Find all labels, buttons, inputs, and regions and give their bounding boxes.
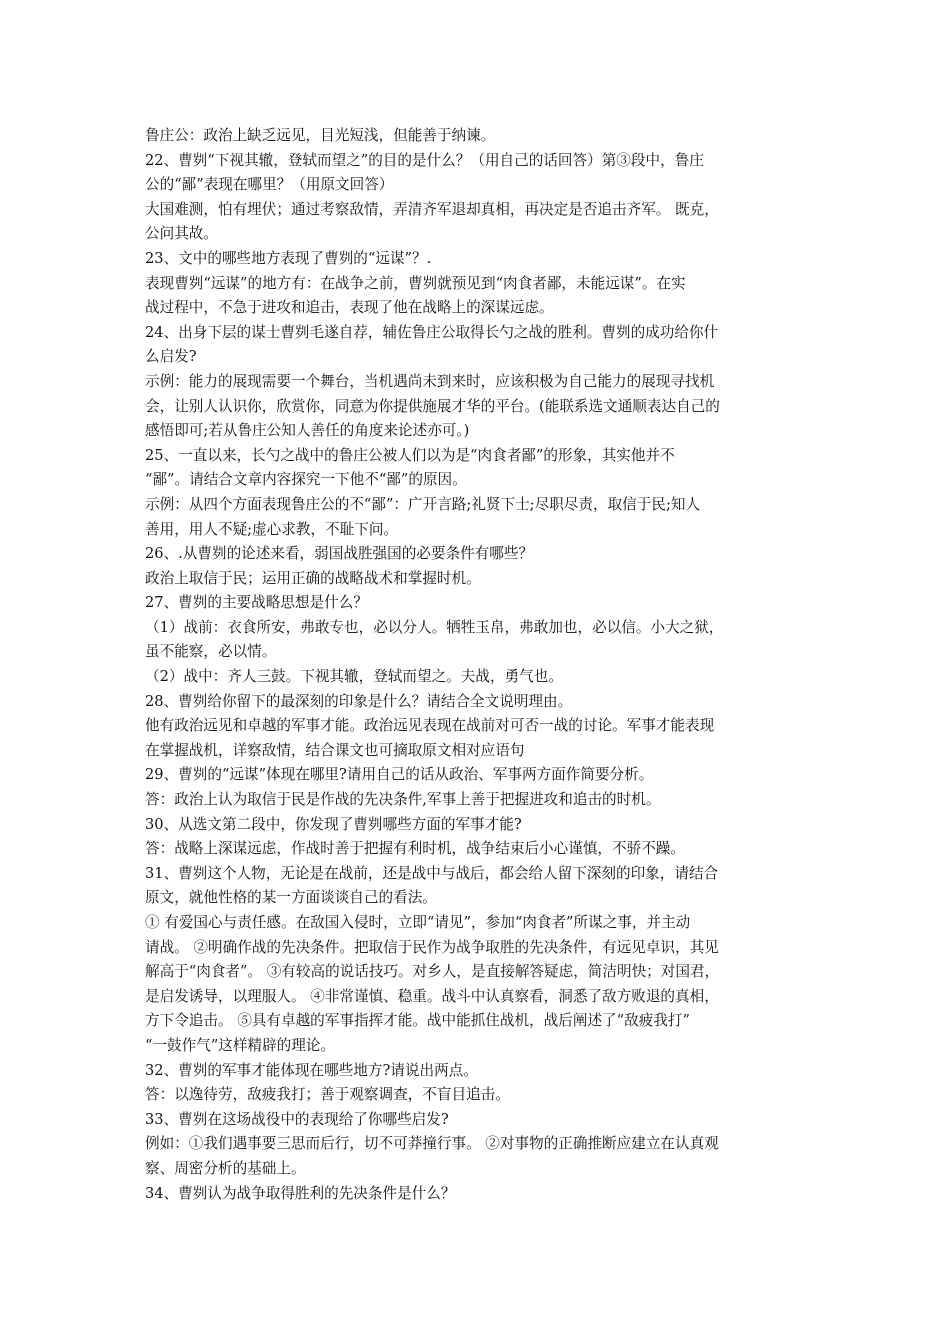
text-line: 解高于“肉食者”。 ③有较高的说话技巧。对乡人，是直接解答疑虑，简洁明快；对国君， [145,963,720,981]
text-line: 虽不能察，必以情。 [145,643,277,661]
text-line: 感悟即可;若从鲁庄公知人善任的角度来论述亦可。) [145,422,470,440]
text-line: 答：战略上深谋远虑，作战时善于把握有利时机，战争结束后小心谨慎，不骄不躁。 [145,840,685,858]
text-line: 请战。 ②明确作战的先决条件。把取信于民作为战争取胜的先决条件，有远见卓识，其见 [145,938,719,956]
text-line: 示例：能力的展现需要一个舞台，当机遇尚未到来时，应该积极为自己能力的展现寻找机 [145,372,715,390]
text-line: “鄙”。请结合文章内容探究一下他不“鄙”的原因。 [145,471,467,489]
text-line: 28、曹刿给你留下的最深刻的印象是什么？请结合全文说明理由。 [145,692,573,710]
text-line: 31、曹刿这个人物，无论是在战前，还是战中与战后，都会给人留下深刻的印象，请结合 [145,864,719,882]
text-line: 26、.从曹刿的论述来看，弱国战胜强国的必要条件有哪些？ [145,545,534,563]
text-line: 鲁庄公：政治上缺乏远见，目光短浅，但能善于纳谏。 [145,127,496,144]
text-line: 他有政治远见和卓越的军事才能。政治远见表现在战前对可否一战的讨论。军事才能表现 [145,717,715,735]
text-line: 23、文中的哪些地方表现了曹刿的“远谋”？. [145,249,432,267]
text-line: 24、出身下层的谋士曹刿毛遂自荐，辅佐鲁庄公取得长勺之战的胜利。曹刿的成功给你什 [145,323,719,341]
text-line: 方下令追击。 ⑤具有卓越的军事指挥才能。战中能抓住战机，战后阐述了“敌疲我打” [145,1012,690,1030]
text-line: “一鼓作气”这样精辟的理论。 [145,1036,336,1054]
text-line: 在掌握战机，详察敌情，结合课文也可摘取原文相对应语句 [145,741,525,759]
text-line: 大国难测，怕有埋伏；通过考察敌情，弄清齐军退却真相，再决定是否追击齐军。 既克， [145,200,719,218]
text-line: （1）战前：衣食所安，弗敢专也，必以分人。牺牲玉帛，弗敢加也，必以信。小大之狱， [145,618,724,636]
text-line: 29、曹刿的“远谋”体现在哪里?请用自己的话从政治、军事两方面作简要分析。 [145,766,654,784]
text-line: 27、曹刿的主要战略思想是什么？ [145,594,368,612]
text-line: 政治上取信于民；运用正确的战略战术和掌握时机。 [145,569,481,587]
text-line: 公的“鄙”表现在哪里？（用原文回答） [145,176,394,194]
text-line: ① 有爱国心与责任感。在敌国入侵时，立即“请见”，参加“肉食者”所谋之事，并主动 [145,914,691,931]
text-line: 例如：①我们遇事要三思而后行，切不可莽撞行事。 ②对事物的正确推断应建立在认真观 [145,1135,719,1153]
text-line: 33、曹刿在这场战役中的表现给了你哪些启发? [145,1110,449,1128]
text-line: 公问其故。 [145,225,218,243]
text-line: 是启发诱导，以理服人。 ④非常谨慎、稳重。战斗中认真察看，洞悉了敌方败退的真相， [145,987,719,1005]
text-line: 么启发? [145,348,197,366]
text-line: 32、曹刿的军事才能体现在哪些地方?请说出两点。 [145,1061,478,1079]
text-line: 示例：从四个方面表现鲁庄公的不“鄙”：广开言路;礼贤下士;尽职尽责，取信于民;知人 [145,495,701,513]
text-line: 25、一直以来，长勺之战中的鲁庄公被人们以为是“肉食者鄙”的形象，其实他并不 [145,446,675,464]
text-line: 30、从选文第二段中，你发现了曹刿哪些方面的军事才能? [145,815,522,833]
text-line: （2）战中：齐人三鼓。下视其辙，登轼而望之。夫战，勇气也。 [145,668,563,686]
text-line: 答：政治上认为取信于民是作战的先决条件,军事上善于把握进攻和追击的时机。 [145,791,661,809]
text-line: 察、周密分析的基础上。 [145,1159,306,1177]
text-line: 34、曹刿认为战争取得胜利的先决条件是什么？ [145,1184,456,1202]
document-body [145,124,815,1206]
text-line: 22、曹刿“下视其辙，登轼而望之”的目的是什么？（用自己的话回答）第③段中，鲁庄 [145,151,704,169]
text-line: 善用，用人不疑;虚心求教，不耻下问。 [145,520,399,538]
text-line: 表现曹刿“远谋”的地方有：在战争之前，曹刿就预见到“肉食者鄙，未能远谋”。在实 [145,274,686,292]
text-line: 答：以逸待劳，敌疲我打；善于观察调查，不盲目追击。 [145,1086,510,1104]
text-line: 会，让别人认识你，欣赏你，同意为你提供施展才华的平台。(能联系选文通顺表达自己的 [145,397,720,415]
text-line: 原文，就他性格的某一方面谈谈自己的看法。 [145,889,437,907]
text-line: 战过程中，不急于进攻和追击，表现了他在战略上的深谋远虑。 [145,299,554,317]
